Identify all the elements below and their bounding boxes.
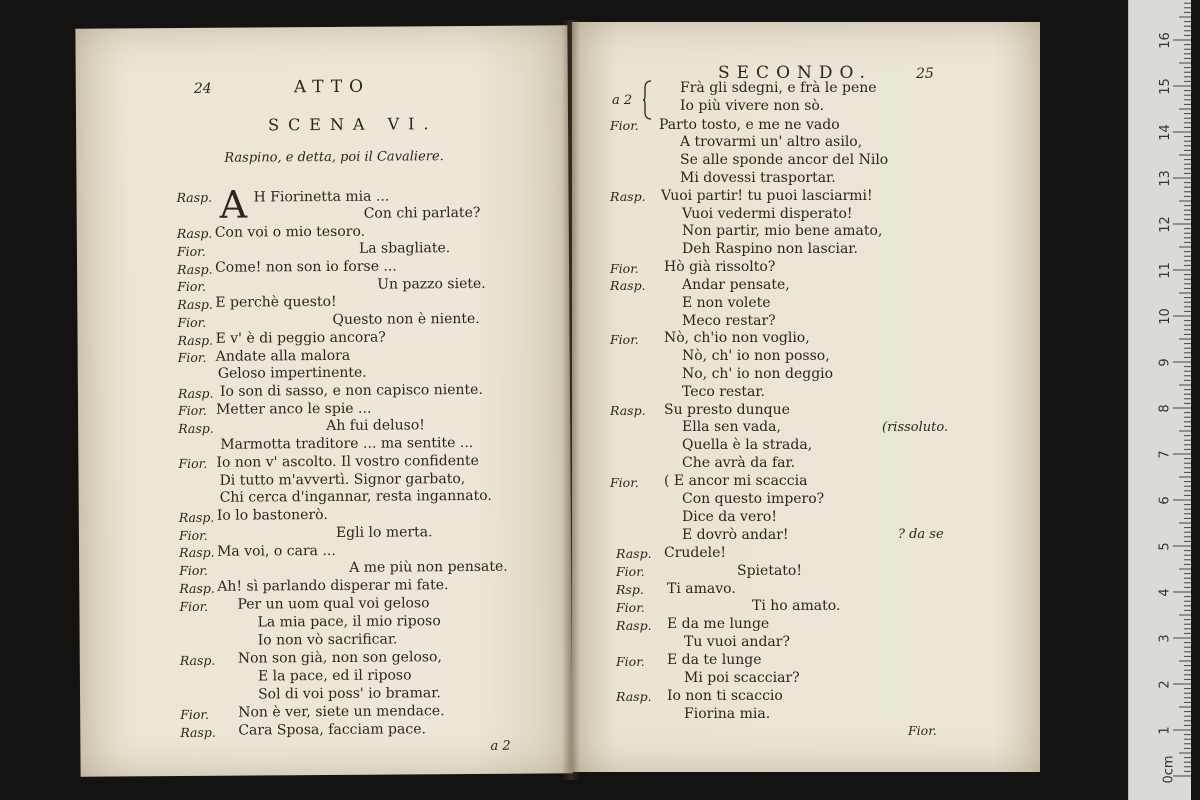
verse-line: Su presto dunque bbox=[664, 402, 790, 418]
speaker-label: Rasp. bbox=[610, 403, 646, 418]
verse-line: Spietato! bbox=[737, 563, 802, 579]
speaker-label: Rasp. bbox=[176, 189, 213, 206]
verse-line: Che avrà da far. bbox=[682, 455, 796, 471]
speaker-label: Fior. bbox=[610, 118, 639, 133]
ruler-label: 3 bbox=[1157, 634, 1173, 643]
verse-line: E da me lunge bbox=[667, 616, 770, 632]
verse-line: E da te lunge bbox=[667, 652, 762, 668]
verse-line: Ti amavo. bbox=[667, 581, 736, 597]
speaker-label: Fior. bbox=[616, 564, 645, 579]
ruler-label: 7 bbox=[1157, 450, 1173, 459]
ruler-label: 9 bbox=[1157, 358, 1173, 367]
verse-line: Io non vò sacrificar. bbox=[257, 631, 398, 649]
speaker-label: Rasp. bbox=[616, 546, 652, 561]
ruler-label: 11 bbox=[1157, 262, 1173, 279]
speaker-label: Fior. bbox=[177, 314, 207, 331]
act-heading: ATTO bbox=[293, 76, 371, 98]
verse-line: E perchè questo! bbox=[215, 293, 337, 311]
book-gutter bbox=[562, 20, 580, 780]
speaker-label: Rasp. bbox=[610, 189, 646, 204]
verse-line: Hò già rissolto? bbox=[664, 259, 776, 275]
ruler-label: 2 bbox=[1157, 680, 1173, 689]
verse-line: Meco restar? bbox=[682, 313, 776, 329]
speaker-label: Fior. bbox=[610, 261, 639, 276]
verse-line: Crudele! bbox=[664, 545, 727, 561]
speaker-label: Rasp. bbox=[610, 278, 646, 293]
verse-line: Marmotta traditore ... ma sentite ... bbox=[220, 434, 474, 453]
speaker-label: Rasp. bbox=[178, 509, 215, 526]
verse-line: Sol di voi poss' io bramar. bbox=[257, 685, 441, 703]
ruler-label: 16 bbox=[1157, 32, 1173, 49]
speaker-label: Rasp. bbox=[178, 420, 214, 437]
verse-line: Vuoi vedermi disperato! bbox=[682, 206, 853, 222]
ruler-label: 1 bbox=[1157, 726, 1173, 735]
verse-line: No, ch' io non deggio bbox=[682, 366, 834, 382]
ruler-label: 4 bbox=[1157, 588, 1173, 597]
speaker-label: Rasp. bbox=[616, 689, 652, 704]
page-number: 25 bbox=[916, 66, 934, 82]
right-page bbox=[572, 22, 1040, 772]
speaker-label: Rsp. bbox=[616, 582, 644, 597]
verse-line: Parto tosto, e me ne vado bbox=[659, 117, 840, 133]
ruler-label: 14 bbox=[1157, 124, 1173, 141]
verse-line: Questo non è niente. bbox=[332, 310, 480, 328]
verse-line: E non volete bbox=[682, 295, 771, 311]
verse-line: Ah! sì parlando disperar mi fate. bbox=[217, 577, 449, 595]
verse-line: Metter anco le spie ... bbox=[216, 400, 372, 418]
verse-line: Per un uom qual voi geloso bbox=[237, 595, 430, 613]
drop-cap: A bbox=[219, 182, 248, 227]
speaker-label: Fior. bbox=[178, 402, 207, 419]
verse-line: A me più non pensate. bbox=[349, 558, 508, 576]
verse-line: Deh Raspino non lasciar. bbox=[682, 241, 858, 257]
speaker-label: Fior. bbox=[178, 455, 208, 472]
verse-line: E la pace, ed il riposo bbox=[257, 667, 412, 685]
catchword: a 2 bbox=[490, 738, 511, 754]
verse-line: Io lo bastonerò. bbox=[216, 506, 328, 524]
verse-line: Chi cerca d'ingannar, resta ingannato. bbox=[219, 487, 492, 506]
speaker-label: Fior. bbox=[179, 598, 209, 615]
verse-line: Con questo impero? bbox=[682, 491, 825, 507]
speaker-label: Rasp. bbox=[179, 652, 216, 669]
verse-line: E dovrò andar! bbox=[682, 527, 789, 543]
speaker-label: Rasp. bbox=[179, 580, 215, 597]
verse-line: Con chi parlate? bbox=[363, 204, 481, 222]
speaker-label: Fior. bbox=[616, 654, 645, 669]
ruler-unit: 0cm bbox=[1161, 755, 1177, 784]
verse-line: E v' è di peggio ancora? bbox=[215, 329, 386, 347]
verse-line: Teco restar. bbox=[682, 384, 765, 400]
speaker-label: Rasp. bbox=[179, 544, 215, 561]
verse-line: Dice da vero! bbox=[682, 509, 777, 525]
measuring-ruler bbox=[1128, 0, 1191, 800]
verse-line: Tu vuoi andar? bbox=[684, 634, 790, 650]
verse-line: Un pazzo siete. bbox=[377, 275, 486, 293]
ruler-label: 12 bbox=[1157, 216, 1173, 233]
stage-direction: Raspino, e detta, poi il Cavaliere. bbox=[224, 149, 444, 166]
brace-icon bbox=[642, 80, 654, 120]
speaker-label: Rasp. bbox=[176, 225, 213, 242]
verse-line: Non partir, mio bene amato, bbox=[682, 223, 883, 239]
speaker-label: Fior. bbox=[610, 475, 639, 490]
verse-line: Mi dovessi trasportar. bbox=[680, 170, 836, 186]
verse-line: Non son già, non son geloso, bbox=[237, 649, 442, 667]
verse-line: Egli lo merta. bbox=[335, 524, 433, 541]
verse-line: H Fiorinetta mia ... bbox=[253, 188, 390, 206]
speaker-label: Fior. bbox=[176, 243, 206, 260]
verse-line: Io non ti scaccio bbox=[667, 688, 783, 704]
ruler-label: 15 bbox=[1157, 78, 1173, 95]
verse-line: Fiorina mia. bbox=[684, 706, 771, 722]
verse-line: Nò, ch'io non voglio, bbox=[664, 330, 810, 346]
verse-line: Andate alla malora bbox=[215, 347, 351, 365]
speaker-label: Fior. bbox=[616, 600, 645, 615]
ruler-label: 13 bbox=[1157, 170, 1173, 187]
verse-line: Geloso impertinente. bbox=[217, 364, 367, 382]
verse-line: Io son di sasso, e non capisco niente. bbox=[219, 381, 483, 400]
ruler-label: 6 bbox=[1157, 496, 1173, 505]
speaker-label: Rasp. bbox=[616, 618, 652, 633]
scene-heading: SCENA VI. bbox=[268, 114, 438, 135]
speaker-label: Fior. bbox=[177, 278, 207, 295]
verse-line: Cara Sposa, facciam pace. bbox=[238, 721, 426, 739]
speaker-label: Fior. bbox=[179, 562, 209, 579]
act-heading: SECONDO. bbox=[718, 63, 872, 83]
a2-label: a 2 bbox=[612, 93, 633, 108]
verse-line: Se alle sponde ancor del Nilo bbox=[680, 152, 889, 168]
verse-line: Quella è la strada, bbox=[682, 437, 813, 453]
speaker-label: Fior. bbox=[180, 706, 210, 723]
verse-line: Ella sen vada, bbox=[682, 419, 781, 435]
speaker-label: Fior. bbox=[610, 332, 639, 347]
verse-line: La sbagliate. bbox=[358, 240, 451, 257]
verse-line: Mi poi scacciar? bbox=[684, 670, 800, 686]
speaker-label: Rasp. bbox=[177, 332, 214, 349]
ruler-label: 8 bbox=[1157, 404, 1173, 413]
left-page bbox=[75, 25, 572, 776]
verse-line: Non è ver, siete un mendace. bbox=[238, 703, 445, 721]
verse-line: Ma voi, o cara ... bbox=[216, 542, 336, 560]
verse-line: Io non v' ascolto. Il vostro confidente bbox=[216, 452, 479, 471]
ruler-label: 5 bbox=[1157, 542, 1173, 551]
verse-line: Ah fui deluso! bbox=[326, 417, 425, 434]
ruler-label: 10 bbox=[1157, 308, 1173, 325]
verse-line: A trovarmi un' altro asilo, bbox=[680, 134, 863, 150]
verse-line: Vuoi partir! tu puoi lasciarmi! bbox=[661, 188, 873, 204]
verse-line: Nò, ch' io non posso, bbox=[682, 348, 830, 364]
verse-line: Ti ho amato. bbox=[752, 598, 841, 614]
stage-note: ? da se bbox=[898, 527, 944, 542]
catchword: Fior. bbox=[908, 723, 937, 738]
verse-line: Con voi o mio tesoro. bbox=[214, 223, 366, 241]
speaker-label: Fior. bbox=[177, 349, 207, 366]
speaker-label: Rasp. bbox=[180, 724, 216, 741]
speaker-label: Rasp. bbox=[177, 385, 214, 402]
verse-line: Andar pensate, bbox=[682, 277, 790, 293]
speaker-label: Rasp. bbox=[177, 261, 213, 278]
stage-note: (rissoluto. bbox=[882, 420, 949, 435]
verse-line: Come! non son io forse ... bbox=[215, 258, 397, 276]
speaker-label: Fior. bbox=[178, 527, 208, 544]
verse-line: La mia pace, il mio riposo bbox=[257, 613, 441, 631]
page-number: 24 bbox=[193, 80, 212, 97]
verse-line: Io più vivere non sò. bbox=[680, 98, 825, 114]
verse-line: ( E ancor mi scaccia bbox=[664, 473, 808, 489]
verse-line: Di tutto m'avvertì. Signor garbato, bbox=[219, 471, 466, 489]
speaker-label: Rasp. bbox=[177, 296, 213, 313]
verse-line: Frà gli sdegni, e frà le pene bbox=[680, 80, 877, 96]
